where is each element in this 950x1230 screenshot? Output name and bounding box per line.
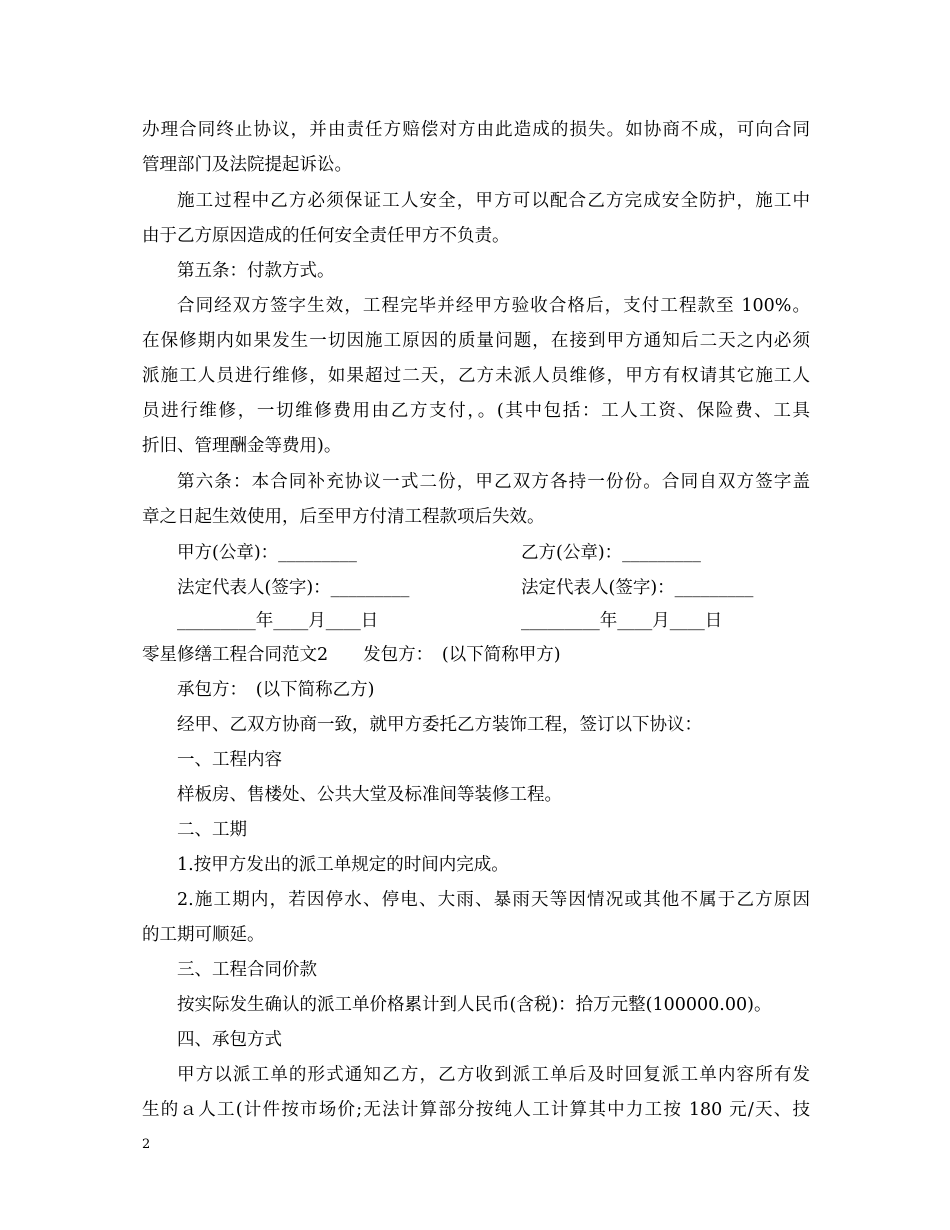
paragraph-line: 在保修期内如果发生一切因施工原因的质量问题，在接到甲方通知后二天之内必须 — [142, 331, 810, 351]
party-a-seal-line: 甲方(公章)：_________ — [177, 543, 357, 563]
section-heading: 四、承包方式 — [177, 1030, 282, 1050]
paragraph-line: 样板房、售楼处、公共大堂及标准间等装修工程。 — [177, 785, 562, 805]
paragraph-line: 第六条：本合同补充协议一式二份，甲乙双方各持一份份。合同自双方签字盖 — [177, 472, 810, 492]
paragraph-line: 甲方以派工单的形式通知乙方，乙方收到派工单后及时回复派工单内容所有发 — [177, 1065, 810, 1085]
party-b-representative-line: 法定代表人(签字)：_________ — [521, 578, 754, 598]
paragraph-line: 员进行维修，一切维修费用由乙方支付，。(其中包括：工人工资、保险费、工具 — [142, 401, 810, 421]
paragraph-line: 按实际发生确认的派工单价格累计到人民币(含税)：拾万元整(100000.00)。 — [177, 995, 772, 1015]
paragraph-line: 章之日起生效使用，后至甲方付清工程款项后失效。 — [142, 507, 545, 527]
paragraph-line: 派施工人员进行维修，如果超过二天，乙方未派人员维修，甲方有权请其它施工人 — [142, 366, 810, 386]
paragraph-line: 的工期可顺延。 — [142, 925, 265, 945]
section-heading: 二、工期 — [177, 820, 247, 840]
contract-title-line: 零星修缮工程合同范文2 发包方： (以下简称甲方) — [142, 645, 561, 665]
paragraph-line: 生的ａ人工(计件按市场价;无法计算部分按纯人工计算其中力工按 180 元/天、技 — [142, 1100, 810, 1120]
section-heading: 三、工程合同价款 — [177, 960, 317, 980]
page-number: 2 — [142, 1137, 151, 1152]
section-heading: 一、工程内容 — [177, 750, 282, 770]
paragraph-line: 管理部门及法院提起诉讼。 — [142, 155, 352, 175]
party-a-representative-line: 法定代表人(签字)：_________ — [177, 578, 410, 598]
paragraph-line: 办理合同终止协议，并由责任方赔偿对方由此造成的损失。如协商不成，可向合同 — [142, 120, 810, 140]
party-b-seal-line: 乙方(公章)：_________ — [521, 543, 701, 563]
paragraph-line: 2.施工期内，若因停水、停电、大雨、暴雨天等因情况或其他不属于乙方原因 — [177, 890, 810, 910]
paragraph-line: 承包方： (以下简称乙方) — [177, 680, 375, 700]
paragraph-line: 1.按甲方发出的派工单规定的时间内完成。 — [177, 855, 509, 875]
paragraph-line: 经甲、乙双方协商一致，就甲方委托乙方装饰工程，签订以下协议： — [177, 715, 702, 735]
article-heading: 第五条：付款方式。 — [177, 261, 335, 281]
paragraph-line: 合同经双方签字生效，工程完毕并经甲方验收合格后，支付工程款至 100%。 — [177, 296, 810, 316]
party-a-date-line: _________年____月____日 — [177, 611, 379, 631]
party-b-date-line: _________年____月____日 — [521, 611, 723, 631]
paragraph-line: 施工过程中乙方必须保证工人安全，甲方可以配合乙方完成安全防护，施工中 — [177, 191, 810, 211]
paragraph-line: 由于乙方原因造成的任何安全责任甲方不负责。 — [142, 226, 510, 246]
paragraph-line: 折旧、管理酬金等费用)。 — [142, 436, 342, 456]
